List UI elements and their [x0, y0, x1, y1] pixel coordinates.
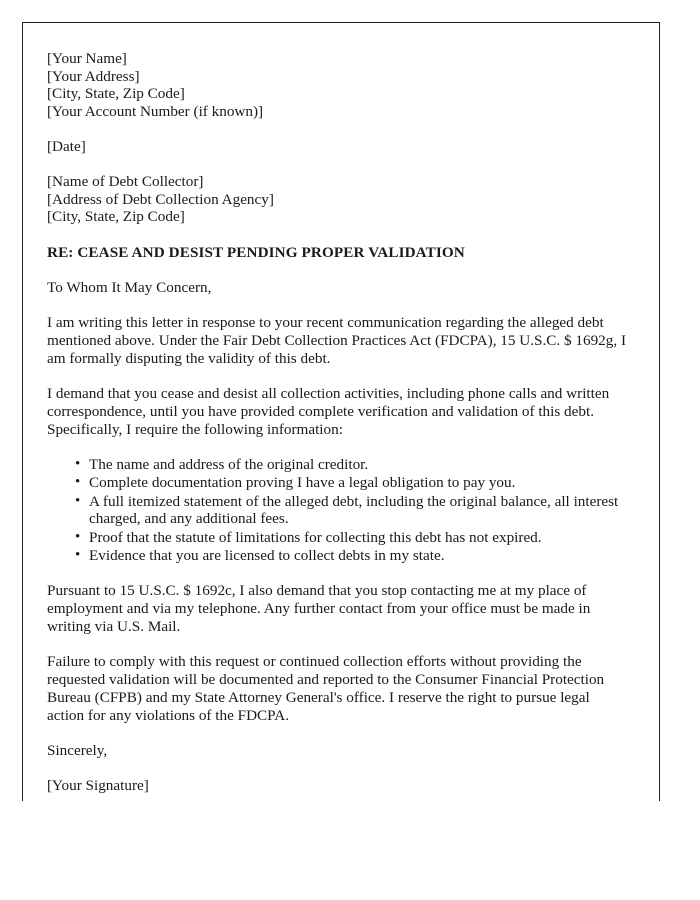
- paragraph-noncompliance-consequences: Failure to comply with this request or continued collection efforts without providing the requested validation will be documented and reported to the Consumer Financial Protection Bureau (CFPB) and my State Attorney General's office. I reserve the right to pursue legal action for any violations of the FDCPA.: [47, 653, 605, 724]
- bullet-icon: •: [75, 474, 81, 491]
- date-line: [Date]: [47, 137, 86, 155]
- salutation: To Whom It May Concern,: [47, 278, 212, 296]
- letter-body: [47, 50, 629, 795]
- bullet-icon: •: [75, 456, 81, 473]
- sender-name-line: [Your Name]: [47, 50, 127, 67]
- letter-page: [22, 22, 660, 801]
- sender-account-number-line: [Your Account Number (if known)]: [47, 102, 264, 120]
- list-item-text: A full itemized statement of the alleged debt, including the original balance, all interest charged, and any additional fees.: [89, 492, 619, 528]
- list-item-text: Evidence that you are licensed to collect debts in my state.: [89, 547, 445, 565]
- list-item-text: Complete documentation proving I have a legal obligation to pay you.: [89, 474, 516, 492]
- subject-line: RE: CEASE AND DESIST PENDING PROPER VALIDATION: [47, 243, 465, 261]
- list-item-text: The name and address of the original creditor.: [89, 456, 369, 474]
- signature-placeholder: [Your Signature]: [47, 777, 149, 795]
- paragraph-dispute-validity: I am writing this letter in response to your recent communication regarding the alleged debt mentioned above. Under the Fair Debt Collection Practices Act (FDCPA), 15 U.S.C. $ 1692g, I am formally disputing the validity of this debt.: [47, 314, 627, 367]
- recipient-address-line: [Address of Debt Collection Agency]: [47, 190, 274, 208]
- paragraph-cease-and-desist-demand: I demand that you cease and desist all collection activities, including phone calls and written correspondence, until you have provided complete verification and validation of this debt. Specifically, I require the following information:: [47, 385, 610, 438]
- list-item: [47, 456, 629, 474]
- closing-salutation: Sincerely,: [47, 742, 108, 760]
- list-item: [47, 474, 629, 492]
- recipient-city-state-zip-line: [City, State, Zip Code]: [47, 208, 185, 226]
- list-item: [47, 493, 629, 529]
- recipient-name-line: [Name of Debt Collector]: [47, 173, 204, 191]
- paragraph-stop-contact-demand: Pursuant to 15 U.S.C. $ 1692c, I also demand that you stop contacting me at my place of employment and via my telephone. Any further contact from your office must be made in writing via U.S. Mail.: [47, 582, 591, 636]
- recipient-address-block: [47, 173, 629, 226]
- sender-address-block: [47, 50, 629, 120]
- list-item-text: Proof that the statute of limitations for collecting this debt has not expired.: [89, 528, 542, 546]
- list-item: [47, 547, 629, 565]
- sender-address-line: [Your Address]: [47, 67, 140, 85]
- date-block: [47, 138, 629, 156]
- sender-city-state-zip-line: [City, State, Zip Code]: [47, 85, 185, 103]
- validation-requirements-list: [47, 456, 629, 565]
- bullet-icon: •: [75, 547, 81, 564]
- list-item: [47, 529, 629, 547]
- bullet-icon: •: [75, 492, 81, 509]
- bullet-icon: •: [75, 528, 81, 545]
